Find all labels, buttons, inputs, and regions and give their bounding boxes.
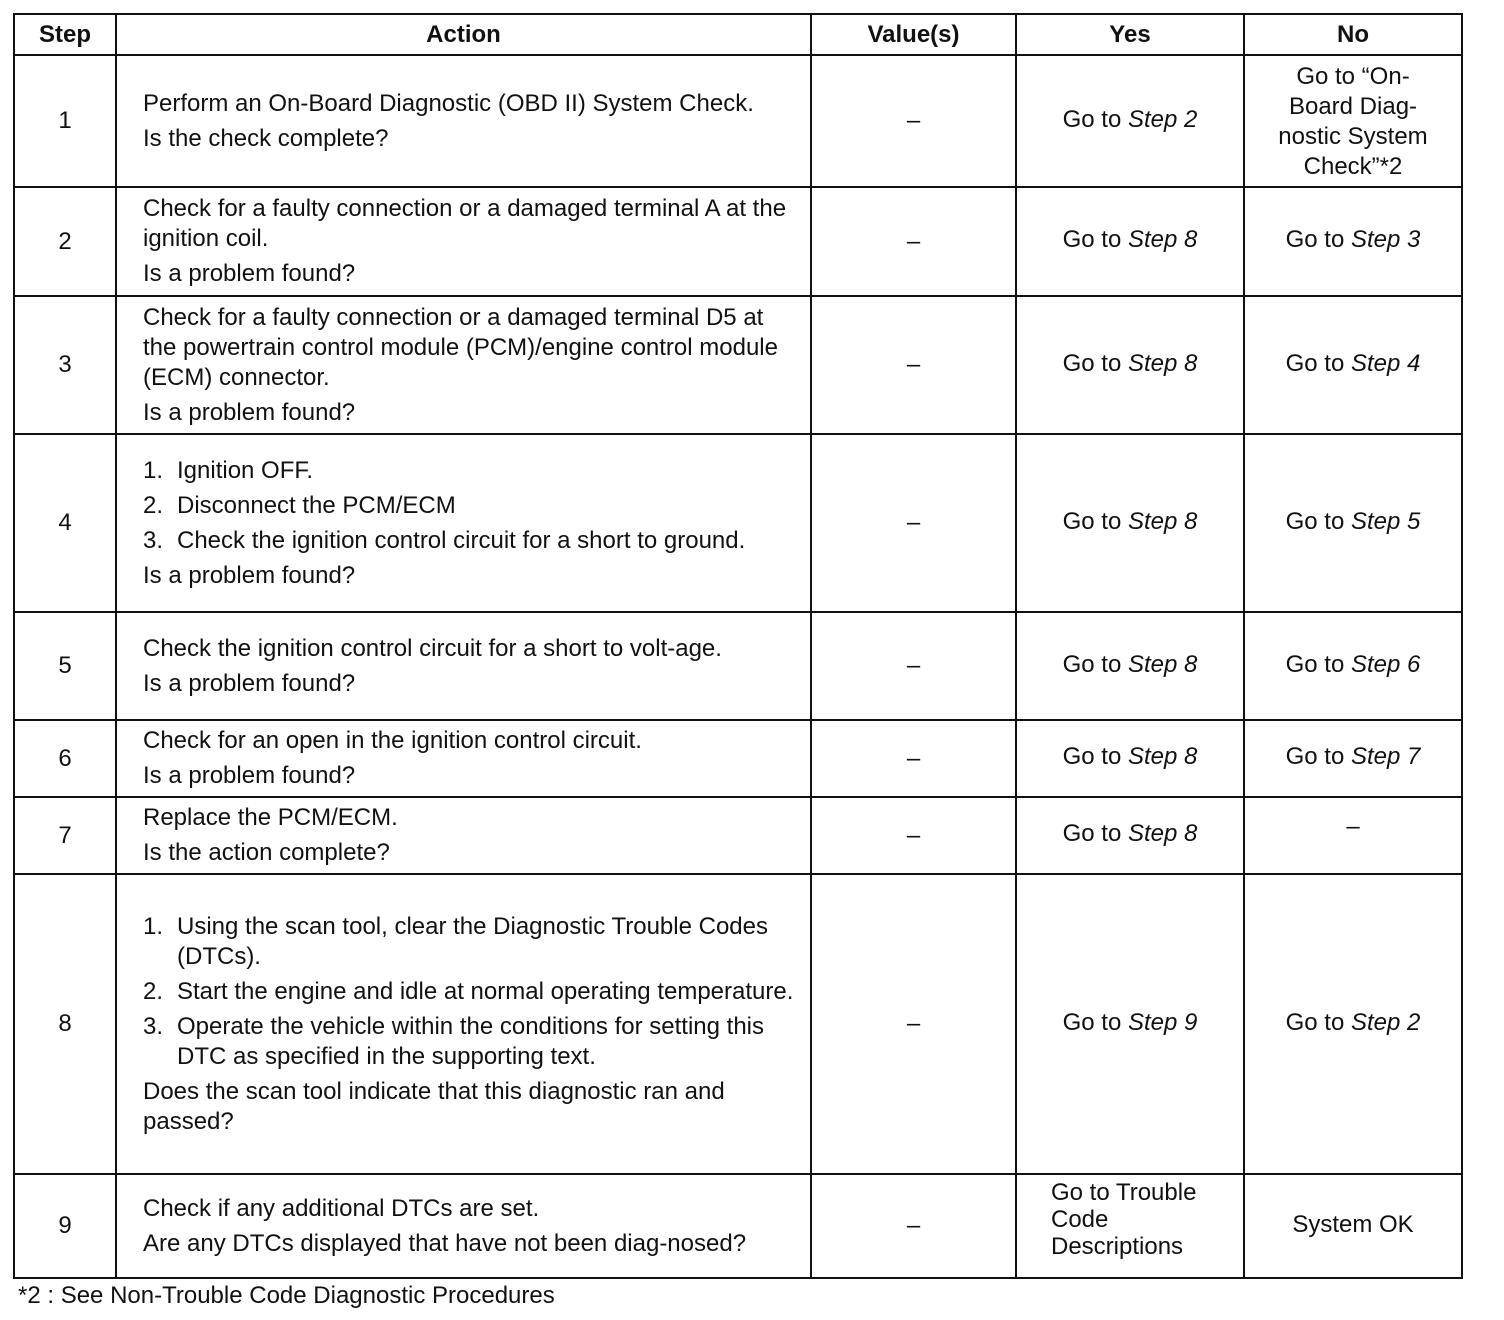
footnote: *2 : See Non-Trouble Code Diagnostic Procedures <box>18 1282 555 1309</box>
action-cell <box>116 720 811 797</box>
list-text: Check the ignition control circuit for a short to ground. <box>177 526 746 554</box>
action-text: Check if any additional DTCs are set. <box>143 1194 540 1222</box>
step-number: 4 <box>14 434 116 612</box>
yes-step-link: Step 8 <box>1127 507 1198 535</box>
action-question: Is a problem found? <box>143 398 356 426</box>
yes-line: Go to Trouble <box>1051 1179 1197 1206</box>
yes-cell <box>1016 874 1244 1174</box>
yes-prefix: Go to <box>1062 820 1122 847</box>
no-prefix: Go to <box>1285 650 1345 678</box>
list-item <box>143 456 798 486</box>
yes-step-link: Step 8 <box>1127 349 1198 377</box>
no-cell <box>1244 296 1462 434</box>
no-cell: System OK <box>1244 1174 1462 1278</box>
list-text: Ignition OFF. <box>177 456 314 484</box>
no-step-link: Step 4 <box>1350 349 1421 377</box>
action-text: Perform an On-Board Diagnostic (OBD II) System Check. <box>143 89 754 117</box>
no-line: Board Diag- <box>1288 93 1418 120</box>
action-text: Check for an open in the ignition control circuit. <box>143 727 642 754</box>
action-cell <box>116 187 811 296</box>
list-item <box>143 977 798 1007</box>
value-cell: – <box>811 434 1016 612</box>
value-cell: – <box>811 612 1016 720</box>
yes-prefix: Go to <box>1062 349 1122 377</box>
list-number: 3. <box>143 1012 164 1040</box>
yes-step-link: Step 8 <box>1127 743 1198 770</box>
yes-step-link: Step 8 <box>1127 820 1198 847</box>
list-item <box>143 912 798 972</box>
yes-prefix: Go to <box>1062 507 1122 535</box>
table-row <box>14 434 1462 612</box>
header-no: No <box>1244 14 1462 55</box>
no-prefix: Go to <box>1285 349 1345 377</box>
yes-cell <box>1016 612 1244 720</box>
action-question: Is a problem found? <box>143 762 356 789</box>
step-number: 6 <box>14 720 116 797</box>
value-cell: – <box>811 720 1016 797</box>
step-number: 5 <box>14 612 116 720</box>
no-step-link: Step 6 <box>1350 650 1421 678</box>
step-number: 2 <box>14 187 116 296</box>
yes-prefix: Go to <box>1062 1008 1122 1036</box>
action-cell <box>116 55 811 187</box>
no-prefix: Go to <box>1285 507 1345 535</box>
action-question: Is a problem found? <box>143 260 356 287</box>
no-prefix: Go to <box>1285 226 1345 253</box>
procedure-list <box>143 912 798 1072</box>
header-row <box>14 14 1462 55</box>
list-text: Start the engine and idle at normal operating temperature. <box>177 977 794 1005</box>
action-text: Check for a faulty connection or a damaged terminal A at the ignition coil. <box>143 195 787 252</box>
no-cell: – <box>1244 797 1462 874</box>
list-number: 1. <box>143 456 164 484</box>
action-question: Is the check complete? <box>143 124 389 152</box>
table-row <box>14 296 1462 434</box>
yes-cell <box>1016 434 1244 612</box>
table-row <box>14 797 1462 874</box>
yes-step-link: Step 9 <box>1127 1008 1198 1036</box>
action-cell <box>116 1174 811 1278</box>
action-cell <box>116 874 811 1174</box>
action-text: Replace the PCM/ECM. <box>143 804 398 831</box>
procedure-list <box>143 456 798 556</box>
action-cell <box>116 434 811 612</box>
table-row <box>14 1174 1462 1278</box>
list-number: 3. <box>143 526 164 554</box>
no-line: Go to “On- <box>1296 63 1410 90</box>
action-text: Check the ignition control circuit for a short to volt-age. <box>143 634 722 662</box>
list-number: 1. <box>143 912 164 940</box>
table-row <box>14 874 1462 1174</box>
value-cell: – <box>811 296 1016 434</box>
no-step-link: Step 7 <box>1350 743 1421 770</box>
table-row <box>14 187 1462 296</box>
list-item <box>143 526 798 556</box>
action-question: Is a problem found? <box>143 561 356 589</box>
yes-step-link: Step 2 <box>1127 105 1198 133</box>
list-text: Disconnect the PCM/ECM <box>177 491 456 519</box>
value-cell: – <box>811 187 1016 296</box>
action-cell <box>116 612 811 720</box>
action-cell <box>116 797 811 874</box>
yes-prefix: Go to <box>1062 226 1122 253</box>
no-cell <box>1244 720 1462 797</box>
yes-cell <box>1016 797 1244 874</box>
action-question: Does the scan tool indicate that this diagnostic ran and passed? <box>143 1077 725 1135</box>
diagnostic-table <box>13 13 1463 1279</box>
no-prefix: Go to <box>1285 743 1345 770</box>
action-question: Is the action complete? <box>143 839 390 866</box>
yes-cell <box>1016 720 1244 797</box>
header-action: Action <box>116 14 811 55</box>
table-row <box>14 55 1462 187</box>
yes-prefix: Go to <box>1062 743 1122 770</box>
yes-prefix: Go to <box>1062 650 1122 678</box>
action-question: Is a problem found? <box>143 669 356 697</box>
no-step-link: Step 2 <box>1350 1008 1421 1036</box>
action-text: Check for a faulty connection or a damaged terminal D5 at the powertrain control module (PCM)/engine control module (ECM) connector. <box>143 303 778 391</box>
no-step-link: Step 3 <box>1350 226 1421 253</box>
no-line: Check”*2 <box>1303 153 1403 180</box>
list-number: 2. <box>143 977 164 1005</box>
step-number: 7 <box>14 797 116 874</box>
no-cell <box>1244 434 1462 612</box>
no-cell <box>1244 612 1462 720</box>
list-text: Using the scan tool, clear the Diagnostic Trouble Codes (DTCs). <box>177 912 768 970</box>
step-number: 9 <box>14 1174 116 1278</box>
action-question: Are any DTCs displayed that have not been diag-nosed? <box>143 1229 747 1257</box>
yes-line: Code <box>1051 1206 1109 1233</box>
no-cell <box>1244 55 1462 187</box>
step-number: 1 <box>14 55 116 187</box>
header-values: Value(s) <box>811 14 1016 55</box>
yes-cell <box>1016 1174 1244 1278</box>
yes-cell <box>1016 187 1244 296</box>
yes-cell <box>1016 296 1244 434</box>
list-item <box>143 491 798 521</box>
no-cell <box>1244 187 1462 296</box>
list-number: 2. <box>143 491 164 519</box>
no-cell <box>1244 874 1462 1174</box>
yes-step-link: Step 8 <box>1127 650 1198 678</box>
no-prefix: Go to <box>1285 1008 1345 1036</box>
no-line: nostic System <box>1278 123 1428 150</box>
value-cell: – <box>811 55 1016 187</box>
value-cell: – <box>811 797 1016 874</box>
header-step: Step <box>14 14 116 55</box>
yes-line: Descriptions <box>1051 1233 1184 1260</box>
yes-cell <box>1016 55 1244 187</box>
header-yes: Yes <box>1016 14 1244 55</box>
yes-prefix: Go to <box>1062 105 1122 133</box>
step-number: 3 <box>14 296 116 434</box>
step-number: 8 <box>14 874 116 1174</box>
table-row <box>14 612 1462 720</box>
no-step-link: Step 5 <box>1350 507 1421 535</box>
table-row <box>14 720 1462 797</box>
list-text: Operate the vehicle within the conditions for setting this DTC as specified in the supporting text. <box>177 1012 764 1070</box>
action-cell <box>116 296 811 434</box>
yes-step-link: Step 8 <box>1127 226 1198 253</box>
value-cell: – <box>811 1174 1016 1278</box>
list-item <box>143 1012 798 1072</box>
value-cell: – <box>811 874 1016 1174</box>
